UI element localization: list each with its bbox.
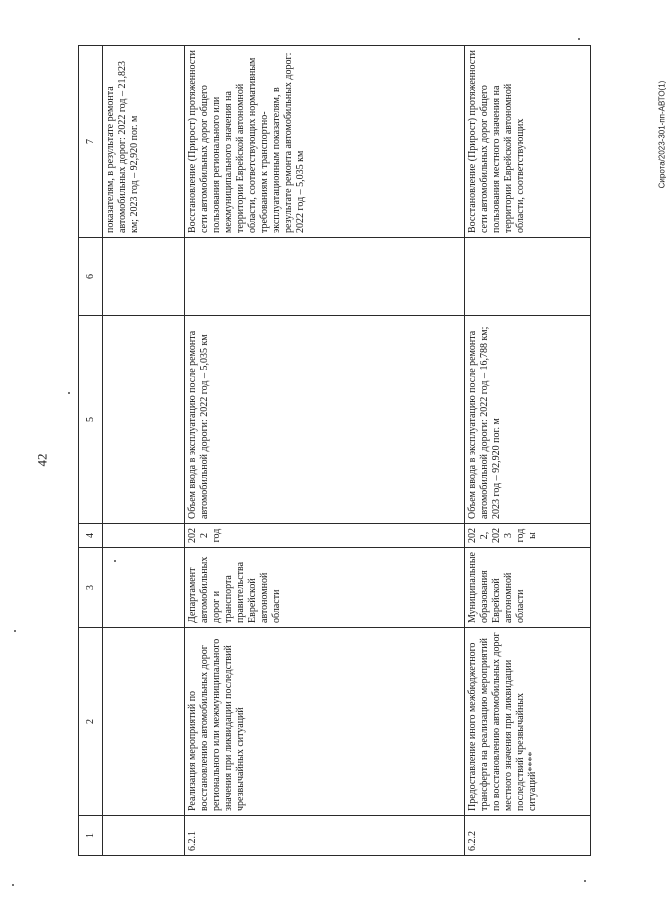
header-col-5: 5 (79, 316, 103, 524)
indicator: Объем ввода в эксплуатацию после ремонта автомобильной дороги: 2022 год – 5,035 км (185, 316, 465, 524)
indicator: Объем ввода в эксплуатацию после ремонта автомобильной дороги: 2022 год – 16,788 км; 2023 год – 92,920 пог. м (465, 316, 591, 524)
table-row (465, 46, 591, 856)
col6-value (185, 238, 465, 316)
measures-table (78, 45, 591, 856)
header-col-1: 1 (79, 816, 103, 856)
measure-name: Реализация мероприятий по восстановлению автомобильных дорог регионального или межмуниципального значения при ликвидации последствий чрезвычайных ситуаций (185, 628, 465, 816)
result: Восстановление (Прирост) протяженности сети автомобильных дорог общего пользования местного значения на территории Еврейской автономной области, соответствующих (465, 46, 591, 238)
cont-cell-1 (103, 816, 185, 856)
document-code: Сирота/2023-301-пп-АВТО(1) (657, 80, 666, 189)
executor: Департамент автомобильных дорог и транспорта правительства Еврейской автономной области (185, 548, 465, 628)
header-col-2: 2 (79, 628, 103, 816)
table-row-continuation (103, 46, 185, 856)
header-col-7: 7 (79, 46, 103, 238)
measure-name: Предоставление иного межбюджетного трансферта на реализацию мероприятий по восстановлению автомобильных дорог местного значения при ликвидации последствий чрезвычайных ситуаций**** (465, 628, 591, 816)
cont-cell-7: показателям, в результате ремонта автомобильных дорог: 2022 год – 21,823 км; 2023 год – 92,920 пог. м (103, 46, 185, 238)
header-col-6: 6 (79, 238, 103, 316)
cont-cell-2 (103, 628, 185, 816)
executor: Муниципальные образования Еврейской автономной области (465, 548, 591, 628)
header-col-3: 3 (79, 548, 103, 628)
cont-cell-4 (103, 524, 185, 548)
term: 2022 год (185, 524, 465, 548)
rotated-table-frame (78, 46, 590, 856)
row-number: 6.2.2 (465, 816, 591, 856)
col6-value (465, 238, 591, 316)
row-number: 6.2.1 (185, 816, 465, 856)
header-row (79, 46, 103, 856)
table-row (185, 46, 465, 856)
header-col-4: 4 (79, 524, 103, 548)
term: 2022, 2023 годы (465, 524, 591, 548)
cont-cell-6 (103, 238, 185, 316)
cont-cell-5 (103, 316, 185, 524)
result: Восстановление (Прирост) протяженности сети автомобильных дорог общего пользования регионального или межмуниципального значения на территории Еврейской автономной области, соответствующих нормативным требованиям к транспортно-эксплуатационным показателям, в результате ремонта автомобильных дорог: 2022 год – 5,035 км (185, 46, 465, 238)
page-number: 42 (34, 453, 50, 467)
